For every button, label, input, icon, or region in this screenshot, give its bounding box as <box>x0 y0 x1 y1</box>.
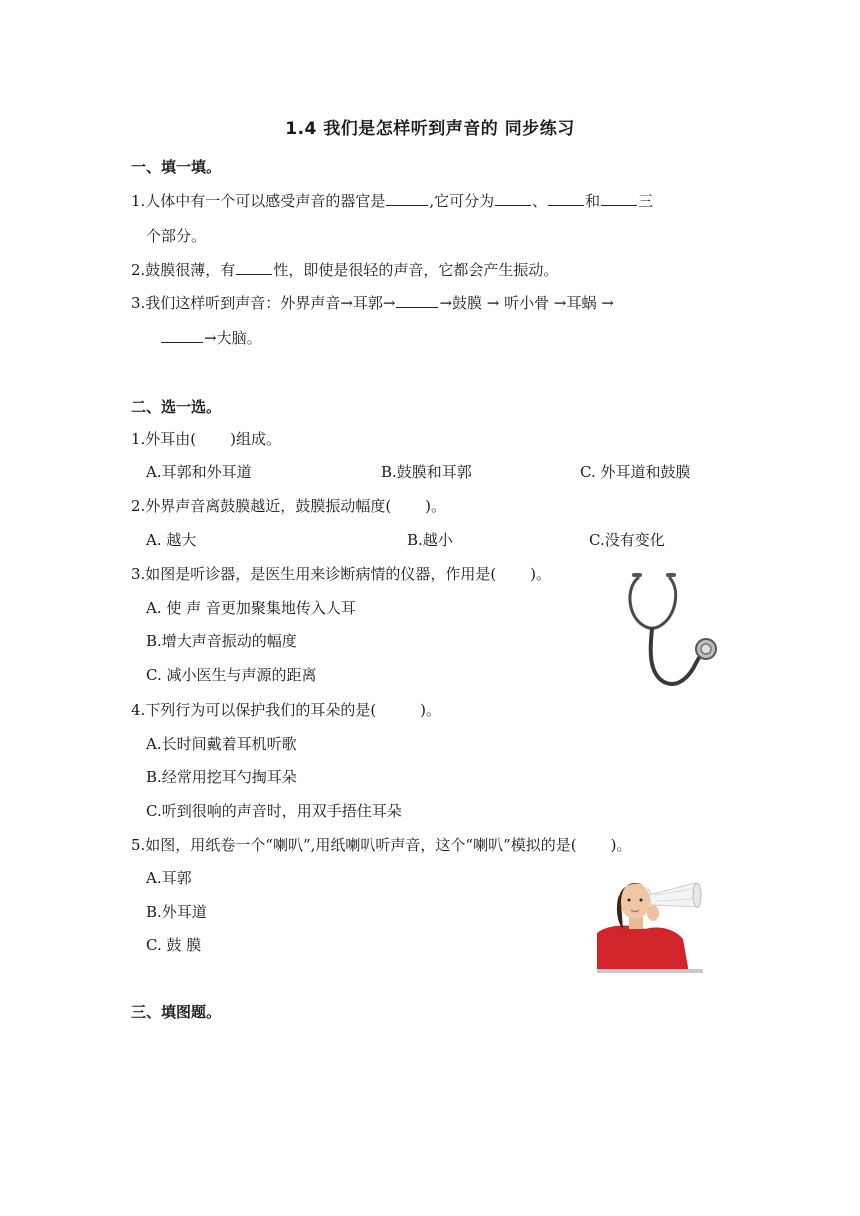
fill-q1-text-e: 三 <box>638 192 654 210</box>
choice-q1-stem <box>131 428 281 449</box>
choice-q1-option-c[interactable]: C. 外耳道和鼓膜 <box>580 463 691 481</box>
fill-q1-text-b: ,它可分为 <box>429 192 495 210</box>
section2-heading: 二、选一选。 <box>131 398 222 416</box>
fill-q1-text-d: 和 <box>585 192 601 210</box>
choice-q4-stem-a: 4.下列行为可以保护我们的耳朵的是( <box>131 701 377 719</box>
fill-q2-text-a: 2.鼓膜很薄，有 <box>131 261 236 279</box>
fill-q1-blank3[interactable] <box>548 190 584 206</box>
choice-q3-option-b[interactable]: B.增大声音振动的幅度 <box>146 632 297 650</box>
choice-q5-stem <box>131 834 631 855</box>
choice-q5-option-a[interactable]: A.耳郭 <box>146 869 192 887</box>
fill-q3-text-c: →大脑。 <box>204 329 262 347</box>
fill-q1-line1 <box>131 190 653 211</box>
choice-q3-stem <box>131 563 551 584</box>
choice-q4-stem <box>131 699 441 720</box>
fill-q1-blank2[interactable] <box>495 190 531 206</box>
choice-q5-option-b[interactable]: B.外耳道 <box>146 903 207 921</box>
fill-q3-text-a: 3.我们这样听到声音：外界声音→耳郭→ <box>131 294 396 312</box>
girl-paper-horn-image <box>597 873 703 973</box>
page-title: 1.4 我们是怎样听到声音的 同步练习 <box>285 119 575 139</box>
choice-q2-option-b[interactable]: B.越小 <box>407 531 453 549</box>
fill-q1-blank4[interactable] <box>601 190 637 206</box>
fill-q1-text-a: 1.人体中有一个可以感受声音的器官是 <box>131 192 386 210</box>
fill-q2-blank[interactable] <box>236 259 272 275</box>
choice-q1-option-a[interactable]: A.耳郭和外耳道 <box>146 463 252 481</box>
choice-q3-stem-a: 3.如图是听诊器，是医生用来诊断病情的仪器，作用是( <box>131 565 497 583</box>
choice-q3-option-c[interactable]: C. 减小医生与声源的距离 <box>146 666 317 684</box>
choice-q4-option-c[interactable]: C.听到很响的声音时，用双手捂住耳朵 <box>146 802 402 820</box>
choice-q1-stem-a: 1.外耳由( <box>131 430 197 448</box>
choice-q2-option-a[interactable]: A. 越大 <box>146 531 197 549</box>
choice-q5-stem-b: )。 <box>610 836 632 854</box>
fill-q2-text-b: 性，即使是很轻的声音，它都会产生振动。 <box>273 261 559 279</box>
choice-q2-stem-b: )。 <box>425 497 447 515</box>
fill-q3-text-b: →鼓膜 → 听小骨 →耳蜗 → <box>439 294 614 312</box>
fill-q3-line1 <box>131 292 614 313</box>
choice-q4-stem-b: )。 <box>420 701 442 719</box>
choice-q2-stem <box>131 495 446 516</box>
fill-q3-blank2[interactable] <box>161 327 203 343</box>
choice-q5-stem-a: 5.如图，用纸卷一个“喇叭”,用纸喇叭听声音，这个“喇叭”模拟的是( <box>131 836 577 854</box>
fill-q3-blank1[interactable] <box>396 292 438 308</box>
choice-q3-stem-b: )。 <box>530 565 552 583</box>
stethoscope-image <box>620 568 730 693</box>
choice-q4-option-b[interactable]: B.经常用挖耳勺掏耳朵 <box>146 768 297 786</box>
choice-q2-stem-a: 2.外界声音离鼓膜越近，鼓膜振动幅度( <box>131 497 392 515</box>
section1-heading: 一、填一填。 <box>131 158 222 176</box>
section3-heading: 三、填图题。 <box>131 1003 222 1021</box>
choice-q1-option-b[interactable]: B.鼓膜和耳郭 <box>381 463 472 481</box>
fill-q2-line <box>131 259 558 280</box>
choice-q5-option-c[interactable]: C. 鼓 膜 <box>146 936 202 954</box>
fill-q3-line2 <box>160 327 262 348</box>
fill-q1-line2: 个部分。 <box>146 227 207 245</box>
choice-q1-stem-b: )组成。 <box>230 430 282 448</box>
choice-q4-option-a[interactable]: A.长时间戴着耳机听歌 <box>146 735 297 753</box>
fill-q1-text-c: 、 <box>532 192 548 210</box>
fill-q1-blank1[interactable] <box>386 190 428 206</box>
choice-q3-option-a[interactable]: A. 使 声 音更加聚集地传入人耳 <box>146 599 356 617</box>
choice-q2-option-c[interactable]: C.没有变化 <box>589 531 665 549</box>
